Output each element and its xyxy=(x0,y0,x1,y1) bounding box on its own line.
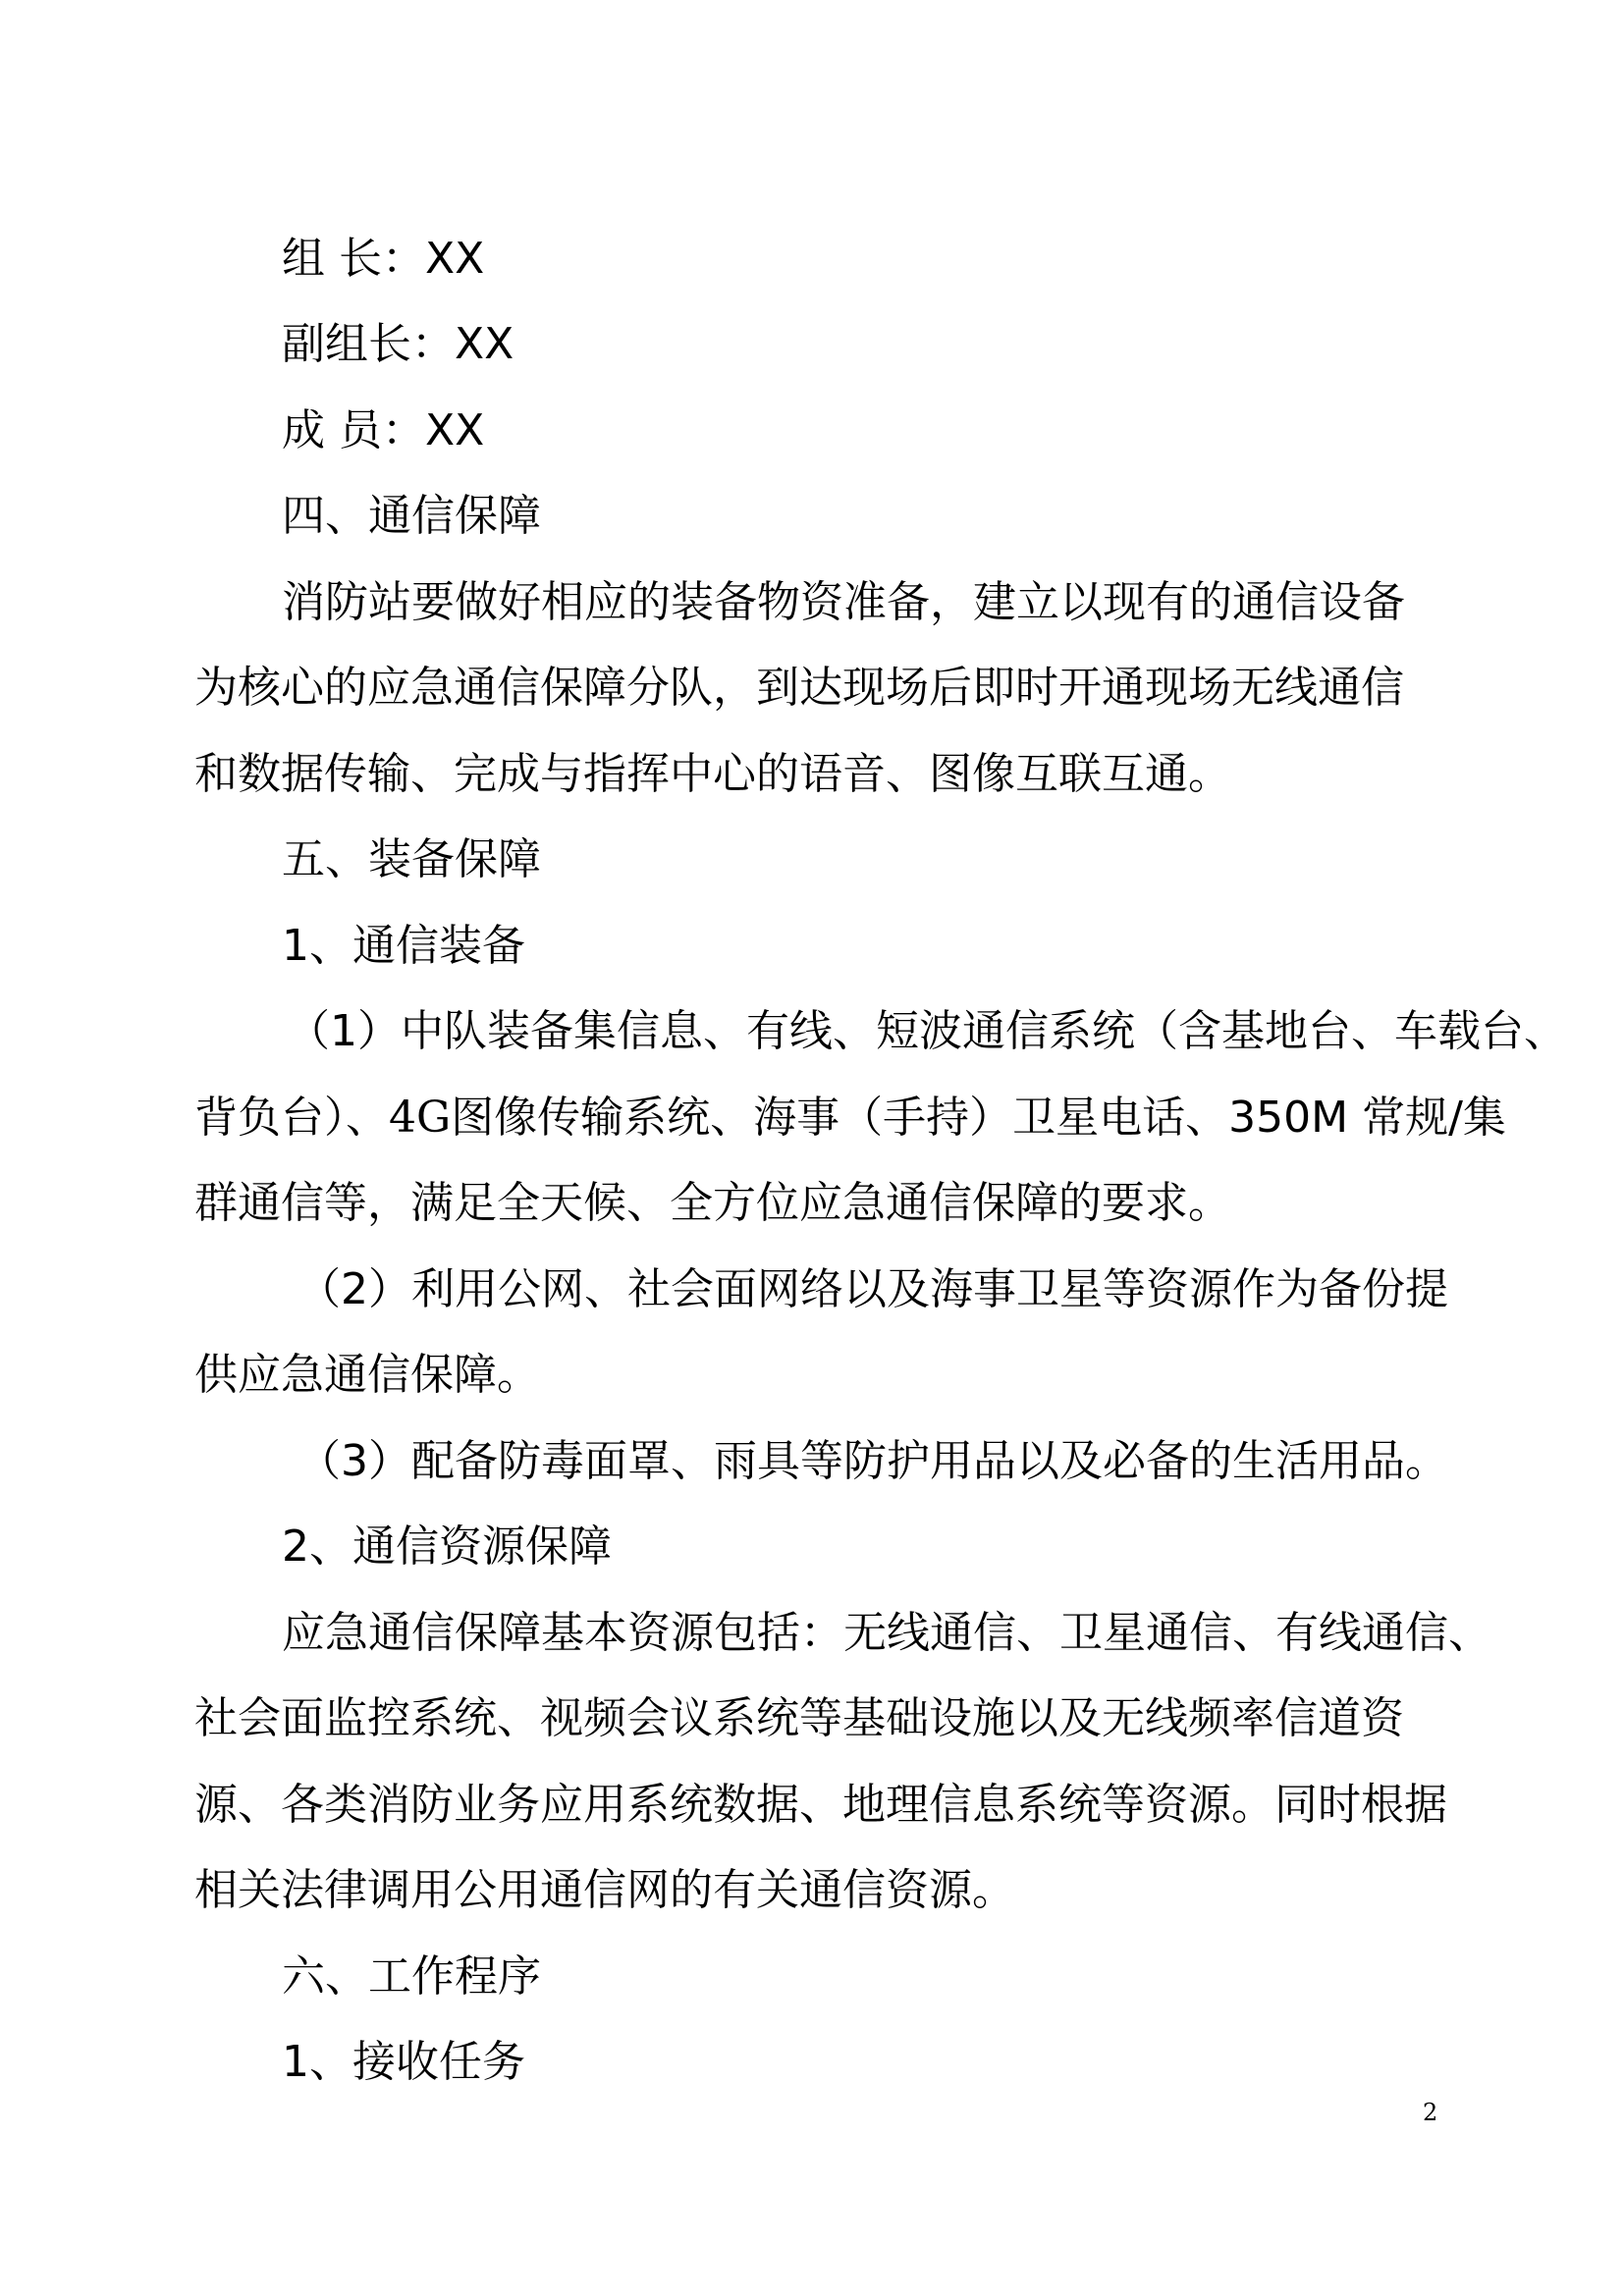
subsection-heading-resources: 2、通信资源保障 xyxy=(282,1522,612,1572)
paragraph-line: 消防站要做好相应的装备物资准备，建立以现有的通信设备 xyxy=(282,577,1405,627)
paragraph-line: 和数据传输、完成与指挥中心的语音、图像互联互通。 xyxy=(194,749,1231,799)
section-heading-equipment: 五、装备保障 xyxy=(282,834,541,884)
paragraph-line-mixed xyxy=(194,1093,1506,1143)
team-leader-line: 组 长：XX xyxy=(282,234,485,284)
subsection-heading-receive-task: 1、接收任务 xyxy=(282,2037,525,2087)
paragraph-line: 群通信等，满足全天候、全方位应急通信保障的要求。 xyxy=(194,1178,1231,1228)
paragraph-line: （1）中队装备集信息、有线、短波通信系统（含基地台、车载台、 xyxy=(287,1006,1567,1056)
page-number: 2 xyxy=(1423,2099,1438,2126)
paragraph-line: 相关法律调用公用通信网的有关通信资源。 xyxy=(194,1865,1015,1915)
paragraph-line: 社会面监控系统、视频会议系统等基础设施以及无线频率信道资 xyxy=(194,1693,1404,1743)
text-segment: 背负台）、 xyxy=(194,1093,389,1143)
section-heading-communication: 四、通信保障 xyxy=(282,491,541,541)
text-segment: 4G xyxy=(389,1093,452,1143)
paragraph-line: （2）利用公网、社会面网络以及海事卫星等资源作为备份提 xyxy=(298,1264,1448,1314)
text-segment: 图像传输系统、海事（手持）卫星电话、350M 常规/集 xyxy=(451,1093,1506,1143)
paragraph-line: （3）配备防毒面罩、雨具等防护用品以及必备的生活用品。 xyxy=(298,1436,1448,1486)
paragraph-line: 供应急通信保障。 xyxy=(194,1350,540,1400)
subsection-heading-communication-equipment: 1、通信装备 xyxy=(282,921,525,971)
deputy-leader-line: 副组长：XX xyxy=(282,319,514,369)
paragraph-line: 应急通信保障基本资源包括：无线通信、卫星通信、有线通信、 xyxy=(282,1608,1491,1658)
paragraph-line: 为核心的应急通信保障分队，到达现场后即时开通现场无线通信 xyxy=(194,663,1404,713)
members-line: 成 员：XX xyxy=(282,405,485,455)
section-heading-workflow: 六、工作程序 xyxy=(282,1951,541,2002)
paragraph-line: 源、各类消防业务应用系统数据、地理信息系统等资源。同时根据 xyxy=(194,1780,1447,1830)
